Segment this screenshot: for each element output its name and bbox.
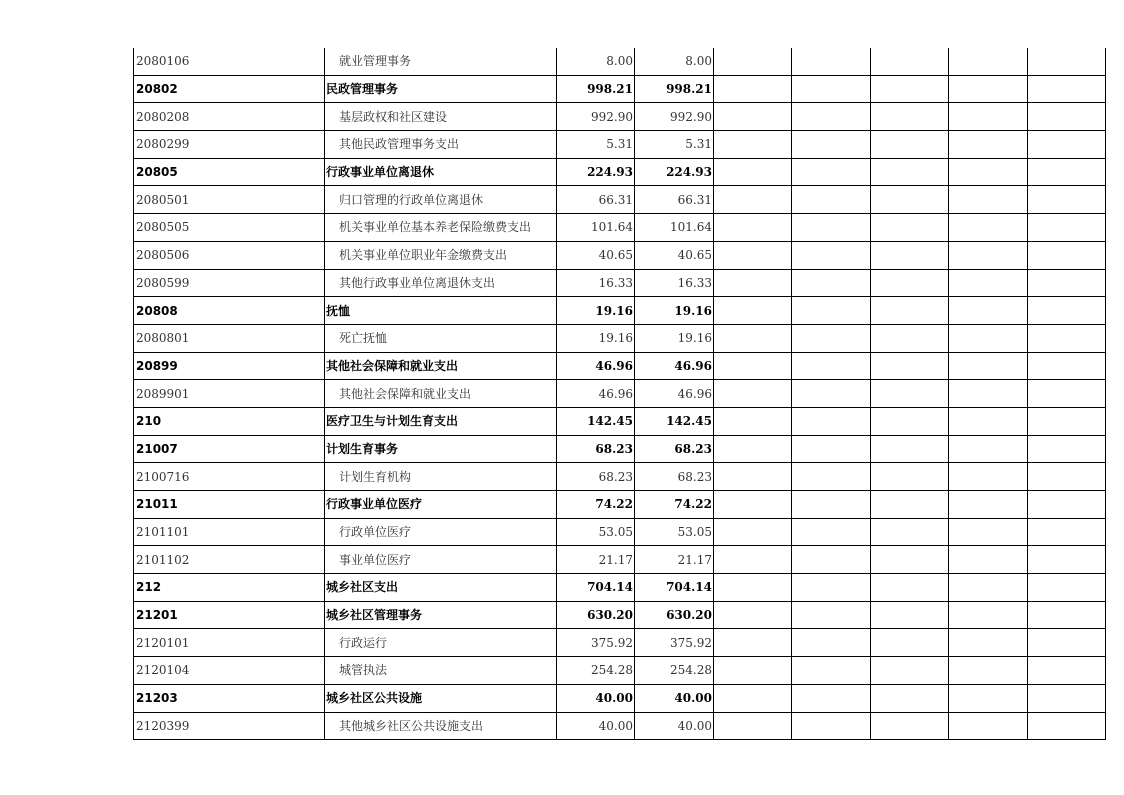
empty-cell <box>792 546 871 574</box>
code-cell: 210 <box>134 407 325 435</box>
table-row <box>134 103 1106 131</box>
amount-cell: 630.20 <box>635 601 714 629</box>
table-row <box>134 712 1106 740</box>
code-cell: 2120104 <box>134 657 325 685</box>
name-cell: 事业单位医疗 <box>325 546 557 574</box>
empty-cell <box>1028 574 1106 602</box>
code-cell: 21201 <box>134 601 325 629</box>
amount-cell: 998.21 <box>635 75 714 103</box>
empty-cell <box>714 546 792 574</box>
empty-cell <box>792 75 871 103</box>
amount-cell: 40.00 <box>557 712 635 740</box>
empty-cell <box>792 214 871 242</box>
empty-cell <box>871 186 949 214</box>
amount-cell: 19.16 <box>635 324 714 352</box>
amount-cell: 19.16 <box>557 297 635 325</box>
empty-cell <box>1028 131 1106 159</box>
empty-cell <box>1028 241 1106 269</box>
name-cell: 城乡社区公共设施 <box>325 684 557 712</box>
amount-cell: 40.00 <box>557 684 635 712</box>
name-cell: 城管执法 <box>325 657 557 685</box>
empty-cell <box>871 435 949 463</box>
empty-cell <box>792 131 871 159</box>
name-cell: 行政单位医疗 <box>325 518 557 546</box>
amount-cell: 375.92 <box>557 629 635 657</box>
empty-cell <box>792 518 871 546</box>
table-row <box>134 269 1106 297</box>
empty-cell <box>949 186 1028 214</box>
empty-cell <box>949 297 1028 325</box>
empty-cell <box>792 407 871 435</box>
amount-cell: 68.23 <box>635 435 714 463</box>
empty-cell <box>949 48 1028 75</box>
table-row <box>134 48 1106 75</box>
empty-cell <box>949 491 1028 519</box>
empty-cell <box>1028 629 1106 657</box>
empty-cell <box>949 241 1028 269</box>
empty-cell <box>714 407 792 435</box>
table-row <box>134 546 1106 574</box>
empty-cell <box>871 380 949 408</box>
amount-cell: 66.31 <box>557 186 635 214</box>
name-cell: 基层政权和社区建设 <box>325 103 557 131</box>
empty-cell <box>1028 657 1106 685</box>
empty-cell <box>714 297 792 325</box>
amount-cell: 53.05 <box>635 518 714 546</box>
empty-cell <box>1028 269 1106 297</box>
amount-cell: 704.14 <box>635 574 714 602</box>
empty-cell <box>792 629 871 657</box>
empty-cell <box>871 546 949 574</box>
empty-cell <box>714 463 792 491</box>
code-cell: 2080505 <box>134 214 325 242</box>
table-row <box>134 186 1106 214</box>
empty-cell <box>1028 158 1106 186</box>
code-cell: 20805 <box>134 158 325 186</box>
empty-cell <box>871 241 949 269</box>
amount-cell: 992.90 <box>635 103 714 131</box>
empty-cell <box>792 103 871 131</box>
empty-cell <box>714 186 792 214</box>
amount-cell: 142.45 <box>635 407 714 435</box>
empty-cell <box>949 712 1028 740</box>
amount-cell: 224.93 <box>557 158 635 186</box>
empty-cell <box>792 158 871 186</box>
name-cell: 行政事业单位医疗 <box>325 491 557 519</box>
empty-cell <box>871 158 949 186</box>
empty-cell <box>949 75 1028 103</box>
empty-cell <box>871 463 949 491</box>
table-row <box>134 297 1106 325</box>
empty-cell <box>714 48 792 75</box>
empty-cell <box>949 546 1028 574</box>
empty-cell <box>871 518 949 546</box>
empty-cell <box>949 103 1028 131</box>
name-cell: 计划生育事务 <box>325 435 557 463</box>
code-cell: 21203 <box>134 684 325 712</box>
empty-cell <box>792 574 871 602</box>
code-cell: 2080208 <box>134 103 325 131</box>
empty-cell <box>792 269 871 297</box>
empty-cell <box>714 75 792 103</box>
empty-cell <box>949 158 1028 186</box>
empty-cell <box>1028 103 1106 131</box>
empty-cell <box>792 324 871 352</box>
name-cell: 抚恤 <box>325 297 557 325</box>
empty-cell <box>949 352 1028 380</box>
amount-cell: 68.23 <box>557 463 635 491</box>
amount-cell: 19.16 <box>635 297 714 325</box>
empty-cell <box>871 297 949 325</box>
empty-cell <box>1028 324 1106 352</box>
empty-cell <box>871 214 949 242</box>
name-cell: 民政管理事务 <box>325 75 557 103</box>
table-row <box>134 463 1106 491</box>
empty-cell <box>714 324 792 352</box>
code-cell: 20802 <box>134 75 325 103</box>
empty-cell <box>1028 352 1106 380</box>
empty-cell <box>792 48 871 75</box>
empty-cell <box>792 380 871 408</box>
empty-cell <box>871 75 949 103</box>
amount-cell: 46.96 <box>635 352 714 380</box>
amount-cell: 40.00 <box>635 712 714 740</box>
empty-cell <box>792 352 871 380</box>
empty-cell <box>714 158 792 186</box>
amount-cell: 101.64 <box>557 214 635 242</box>
name-cell: 其他社会保障和就业支出 <box>325 380 557 408</box>
amount-cell: 66.31 <box>635 186 714 214</box>
code-cell: 2101102 <box>134 546 325 574</box>
code-cell: 2089901 <box>134 380 325 408</box>
code-cell: 2101101 <box>134 518 325 546</box>
code-cell: 2120399 <box>134 712 325 740</box>
table-row <box>134 518 1106 546</box>
code-cell: 2080599 <box>134 269 325 297</box>
amount-cell: 40.00 <box>635 684 714 712</box>
table-row <box>134 214 1106 242</box>
table-row <box>134 657 1106 685</box>
empty-cell <box>949 657 1028 685</box>
amount-cell: 5.31 <box>557 131 635 159</box>
table-row <box>134 380 1106 408</box>
empty-cell <box>714 518 792 546</box>
empty-cell <box>871 657 949 685</box>
name-cell: 计划生育机构 <box>325 463 557 491</box>
amount-cell: 16.33 <box>635 269 714 297</box>
empty-cell <box>792 435 871 463</box>
empty-cell <box>714 131 792 159</box>
empty-cell <box>714 574 792 602</box>
code-cell: 2080801 <box>134 324 325 352</box>
empty-cell <box>792 463 871 491</box>
empty-cell <box>1028 186 1106 214</box>
empty-cell <box>949 380 1028 408</box>
empty-cell <box>1028 407 1106 435</box>
empty-cell <box>714 657 792 685</box>
empty-cell <box>792 684 871 712</box>
empty-cell <box>871 269 949 297</box>
name-cell: 就业管理事务 <box>325 48 557 75</box>
empty-cell <box>871 574 949 602</box>
empty-cell <box>714 241 792 269</box>
empty-cell <box>949 435 1028 463</box>
empty-cell <box>714 712 792 740</box>
empty-cell <box>1028 214 1106 242</box>
budget-table <box>133 48 1106 740</box>
empty-cell <box>949 269 1028 297</box>
empty-cell <box>1028 491 1106 519</box>
name-cell: 其他民政管理事务支出 <box>325 131 557 159</box>
code-cell: 21007 <box>134 435 325 463</box>
amount-cell: 68.23 <box>635 463 714 491</box>
empty-cell <box>714 103 792 131</box>
empty-cell <box>871 407 949 435</box>
empty-cell <box>792 601 871 629</box>
name-cell: 死亡抚恤 <box>325 324 557 352</box>
code-cell: 2080506 <box>134 241 325 269</box>
table-row <box>134 435 1106 463</box>
empty-cell <box>949 518 1028 546</box>
name-cell: 城乡社区管理事务 <box>325 601 557 629</box>
amount-cell: 992.90 <box>557 103 635 131</box>
amount-cell: 8.00 <box>557 48 635 75</box>
amount-cell: 46.96 <box>557 380 635 408</box>
empty-cell <box>949 214 1028 242</box>
empty-cell <box>792 657 871 685</box>
code-cell: 2080106 <box>134 48 325 75</box>
empty-cell <box>949 574 1028 602</box>
amount-cell: 46.96 <box>635 380 714 408</box>
table-row <box>134 491 1106 519</box>
name-cell: 其他社会保障和就业支出 <box>325 352 557 380</box>
code-cell: 2100716 <box>134 463 325 491</box>
amount-cell: 40.65 <box>635 241 714 269</box>
amount-cell: 254.28 <box>557 657 635 685</box>
amount-cell: 630.20 <box>557 601 635 629</box>
empty-cell <box>714 601 792 629</box>
code-cell: 2080299 <box>134 131 325 159</box>
amount-cell: 224.93 <box>635 158 714 186</box>
empty-cell <box>1028 601 1106 629</box>
name-cell: 行政运行 <box>325 629 557 657</box>
amount-cell: 5.31 <box>635 131 714 159</box>
empty-cell <box>871 629 949 657</box>
empty-cell <box>871 324 949 352</box>
empty-cell <box>871 491 949 519</box>
amount-cell: 74.22 <box>635 491 714 519</box>
empty-cell <box>1028 75 1106 103</box>
empty-cell <box>871 712 949 740</box>
empty-cell <box>792 491 871 519</box>
amount-cell: 16.33 <box>557 269 635 297</box>
table-row <box>134 158 1106 186</box>
name-cell: 行政事业单位离退休 <box>325 158 557 186</box>
empty-cell <box>1028 546 1106 574</box>
code-cell: 2080501 <box>134 186 325 214</box>
empty-cell <box>1028 463 1106 491</box>
empty-cell <box>1028 684 1106 712</box>
empty-cell <box>949 407 1028 435</box>
empty-cell <box>871 684 949 712</box>
table-row <box>134 241 1106 269</box>
amount-cell: 21.17 <box>635 546 714 574</box>
name-cell: 机关事业单位基本养老保险缴费支出 <box>325 214 557 242</box>
table-row <box>134 352 1106 380</box>
name-cell: 城乡社区支出 <box>325 574 557 602</box>
empty-cell <box>714 352 792 380</box>
empty-cell <box>714 380 792 408</box>
empty-cell <box>871 601 949 629</box>
empty-cell <box>1028 48 1106 75</box>
amount-cell: 142.45 <box>557 407 635 435</box>
name-cell: 其他城乡社区公共设施支出 <box>325 712 557 740</box>
empty-cell <box>949 324 1028 352</box>
empty-cell <box>871 352 949 380</box>
empty-cell <box>792 297 871 325</box>
empty-cell <box>1028 712 1106 740</box>
name-cell: 医疗卫生与计划生育支出 <box>325 407 557 435</box>
amount-cell: 998.21 <box>557 75 635 103</box>
table-row <box>134 324 1106 352</box>
table-row <box>134 131 1106 159</box>
empty-cell <box>871 48 949 75</box>
empty-cell <box>792 712 871 740</box>
amount-cell: 74.22 <box>557 491 635 519</box>
empty-cell <box>714 214 792 242</box>
amount-cell: 21.17 <box>557 546 635 574</box>
empty-cell <box>949 131 1028 159</box>
empty-cell <box>949 601 1028 629</box>
empty-cell <box>1028 435 1106 463</box>
name-cell: 归口管理的行政单位离退休 <box>325 186 557 214</box>
code-cell: 21011 <box>134 491 325 519</box>
empty-cell <box>871 103 949 131</box>
empty-cell <box>949 684 1028 712</box>
empty-cell <box>714 629 792 657</box>
amount-cell: 704.14 <box>557 574 635 602</box>
empty-cell <box>1028 297 1106 325</box>
code-cell: 20808 <box>134 297 325 325</box>
code-cell: 212 <box>134 574 325 602</box>
empty-cell <box>871 131 949 159</box>
table-row <box>134 601 1106 629</box>
amount-cell: 46.96 <box>557 352 635 380</box>
empty-cell <box>792 186 871 214</box>
table-row <box>134 75 1106 103</box>
amount-cell: 40.65 <box>557 241 635 269</box>
empty-cell <box>714 684 792 712</box>
amount-cell: 68.23 <box>557 435 635 463</box>
empty-cell <box>714 435 792 463</box>
empty-cell <box>792 241 871 269</box>
table-row <box>134 684 1106 712</box>
amount-cell: 8.00 <box>635 48 714 75</box>
amount-cell: 375.92 <box>635 629 714 657</box>
empty-cell <box>949 629 1028 657</box>
table-row <box>134 574 1106 602</box>
name-cell: 其他行政事业单位离退休支出 <box>325 269 557 297</box>
empty-cell <box>714 269 792 297</box>
table-row <box>134 629 1106 657</box>
name-cell: 机关事业单位职业年金缴费支出 <box>325 241 557 269</box>
empty-cell <box>1028 518 1106 546</box>
amount-cell: 101.64 <box>635 214 714 242</box>
code-cell: 20899 <box>134 352 325 380</box>
amount-cell: 19.16 <box>557 324 635 352</box>
amount-cell: 254.28 <box>635 657 714 685</box>
empty-cell <box>1028 380 1106 408</box>
empty-cell <box>949 463 1028 491</box>
code-cell: 2120101 <box>134 629 325 657</box>
amount-cell: 53.05 <box>557 518 635 546</box>
empty-cell <box>714 491 792 519</box>
table-row <box>134 407 1106 435</box>
